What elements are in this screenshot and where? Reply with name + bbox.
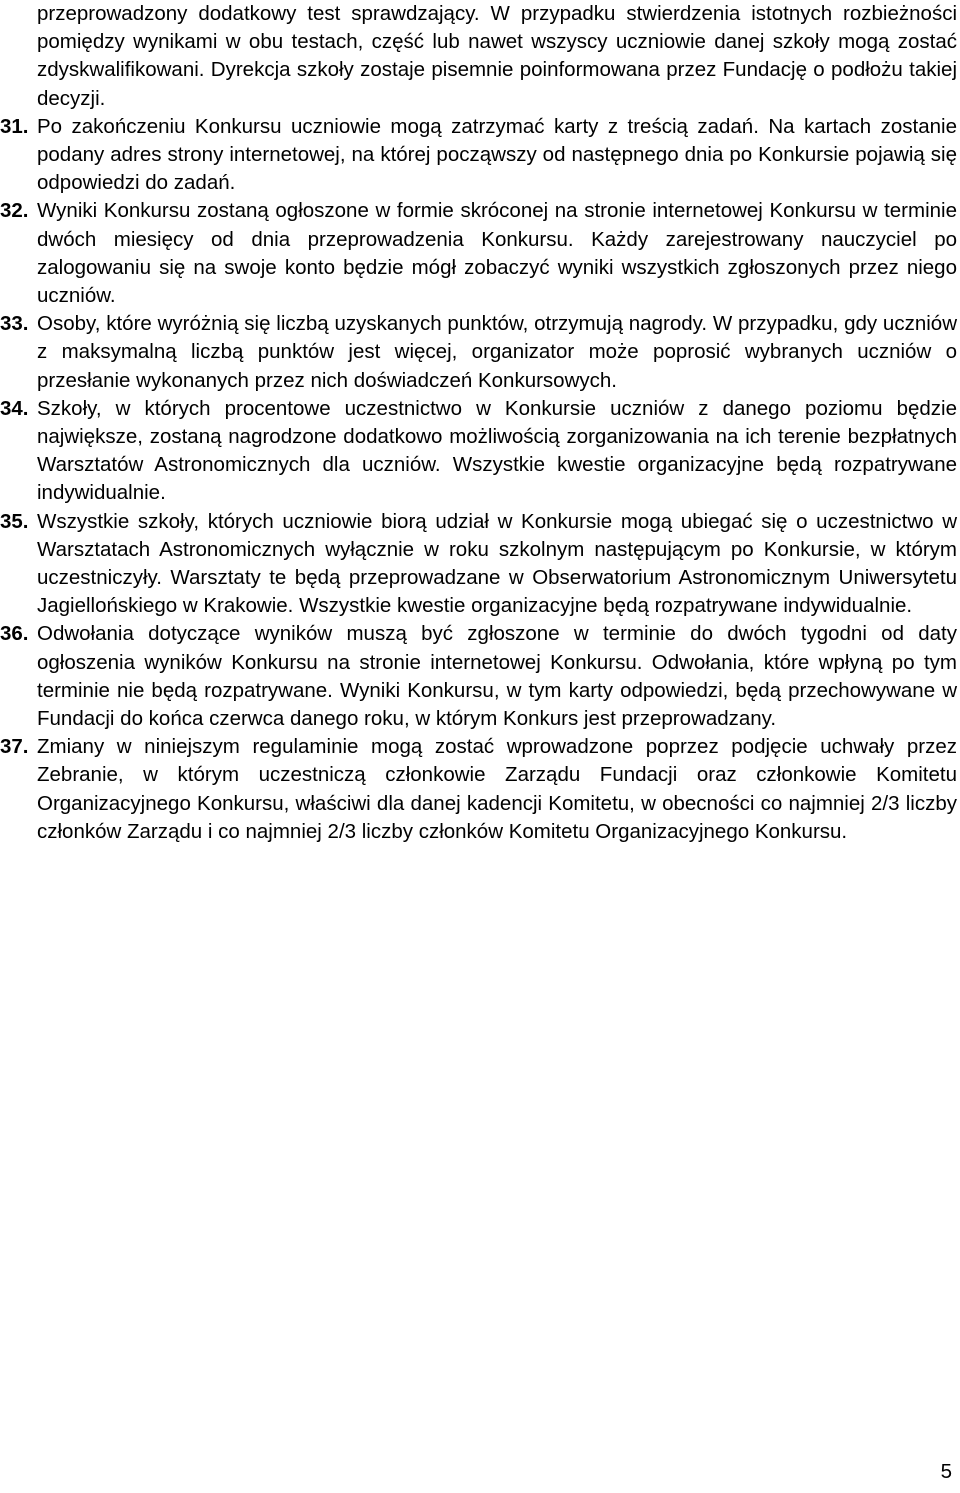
regulation-item-32: [0, 197, 957, 310]
item-text: Odwołania dotyczące wyników muszą być zgłoszone w terminie do dwóch tygodni od daty ogłoszenia wyników Konkursu na stronie internetowej Konkursu. Odwołania, które wpłyną po tym terminie nie będą rozpatrywane. Wyniki Konkursu, w tym karty odpowiedzi, będą przechowywane w Fundacji do końca czerwca danego roku, w którym Konkurs jest przeprowadzany.: [37, 622, 957, 731]
item-text: Zmiany w niniejszym regulaminie mogą zostać wprowadzone poprzez podjęcie uchwały przez Zebranie, w którym uczestniczą członkowie Zarządu Fundacji oraz członkowie Komitetu Organizacyjnego Konkursu, właściwi dla danej kadencji Komitetu, w obecności co najmniej 2/3 liczby członków Zarządu i co najmniej 2/3 liczby członków Komitetu Organizacyjnego Konkursu.: [37, 735, 957, 843]
item-number: 33.: [0, 312, 29, 336]
item-number: 34.: [0, 396, 29, 420]
item-text: Szkoły, w których procentowe uczestnictwo w Konkursie uczniów z danego poziomu będzie największe, zostaną nagrodzone dodatkowo możliwością zorganizowania na ich terenie bezpłatnych Warsztatów Astronomicznych dla uczniów. Wszystkie kwestie organizacyjne będą rozpatrywane indywidualnie.: [37, 396, 957, 505]
item-number: 37.: [0, 735, 29, 759]
regulation-item-31: [0, 113, 957, 198]
item-number: 35.: [0, 509, 29, 533]
page-number: 5: [940, 1460, 952, 1483]
regulation-item-35: [0, 508, 957, 621]
continuation-paragraph: przeprowadzony dodatkowy test sprawdzający. W przypadku stwierdzenia istotnych rozbieżności pomiędzy wynikami w obu testach, część lub nawet wszyscy uczniowie danej szkoły mogą zostać zdyskwalifikowani. Dyrekcja szkoły zostaje pisemnie poinformowana przez Fundację o podłożu takiej decyzji.: [37, 2, 957, 110]
regulation-item-37: [0, 733, 957, 846]
item-number: 32.: [0, 199, 29, 223]
item-number: 31.: [0, 114, 29, 138]
item-text: Wszystkie szkoły, których uczniowie biorą udział w Konkursie mogą ubiegać się o uczestnictwo w Warsztatach Astronomicznych wyłącznie w roku szkolnym następującym po Konkursie, w którym uczestniczyły. Warsztaty te będą przeprowadzane w Obserwatorium Astronomicznym Uniwersytetu Jagiellońskiego w Krakowie. Wszystkie kwestie organizacyjne będą rozpatrywane indywidualnie.: [37, 509, 957, 618]
item-text: Wyniki Konkursu zostaną ogłoszone w formie skróconej na stronie internetowej Konkursu w terminie dwóch miesięcy od dnia przeprowadzenia Konkursu. Każdy zarejestrowany nauczyciel po zalogowaniu się na swoje konto będzie mógł zobaczyć wyniki wszystkich zgłoszonych przez niego uczniów.: [37, 199, 957, 308]
item-text: Osoby, które wyróżnią się liczbą uzyskanych punktów, otrzymują nagrody. W przypadku, gdy uczniów z maksymalną liczbą punktów jest więcej, organizator może poprosić wybranych uczniów o przesłanie wykonanych przez nich doświadczeń Konkursowych.: [37, 312, 957, 392]
regulation-item-33: [0, 310, 957, 395]
item-text: Po zakończeniu Konkursu uczniowie mogą zatrzymać karty z treścią zadań. Na kartach zostanie podany adres strony internetowej, na której począwszy od następnego dnia po Konkursie pojawią się odpowiedzi do zadań.: [37, 114, 957, 195]
item-number: 36.: [0, 622, 29, 646]
regulation-item-34: [0, 395, 957, 508]
regulation-item-36: [0, 620, 957, 733]
